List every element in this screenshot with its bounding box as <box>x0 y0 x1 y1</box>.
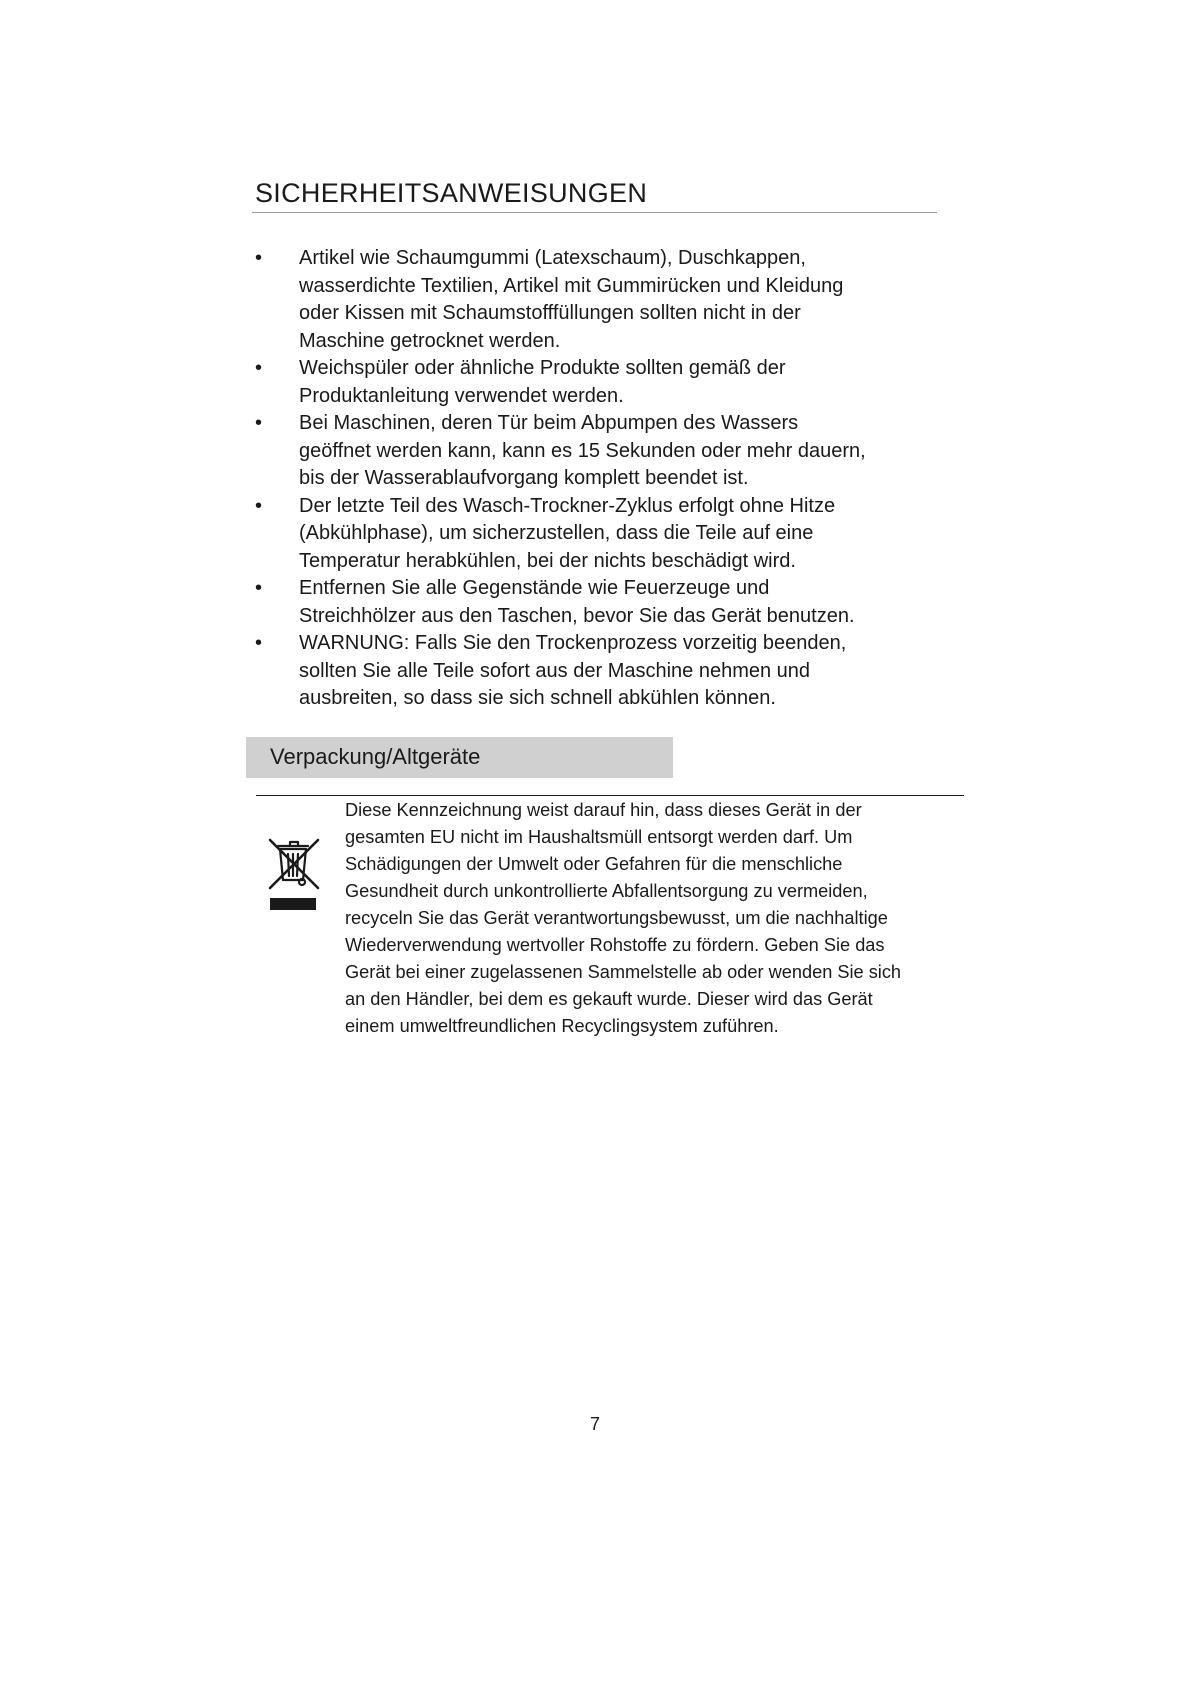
page-title: SICHERHEITSANWEISUNGEN <box>255 178 648 208</box>
title-divider <box>252 212 937 213</box>
notice-line: gesamten EU nicht im Haushaltsmüll entsorgt werden darf. Um <box>345 827 853 847</box>
notice-line: einem umweltfreundlichen Recyclingsystem zuführen. <box>345 1016 779 1036</box>
notice-line: Diese Kennzeichnung weist darauf hin, dass dieses Gerät in der <box>345 800 862 820</box>
notice-line: an den Händler, bei dem es gekauft wurde. Dieser wird das Gerät <box>345 989 873 1009</box>
list-item-line: ausbreiten, so dass sie sich schnell abkühlen können. <box>299 687 776 709</box>
list-item <box>255 630 945 713</box>
list-item-line: (Abkühlphase), um sicherzustellen, dass die Teile auf eine <box>299 522 814 544</box>
list-item-line: Maschine getrocknet werden. <box>299 329 561 352</box>
section-heading <box>246 737 673 778</box>
list-item <box>255 355 945 410</box>
list-item-line: Der letzte Teil des Wasch-Trockner-Zyklus erfolgt ohne Hitze <box>299 494 836 517</box>
notice-line: Schädigungen der Umwelt oder Gefahren für die menschliche <box>345 854 843 874</box>
list-item-line: WARNUNG: Falls Sie den Trockenprozess vorzeitig beenden, <box>299 632 847 654</box>
weee-crossed-bin-icon <box>266 832 322 916</box>
bullet-icon: • <box>255 494 263 517</box>
list-item-line: Entfernen Sie alle Gegenstände wie Feuerzeuge und <box>299 577 770 599</box>
page-number: 7 <box>589 1414 600 1434</box>
list-item-line: bis der Wasserablaufvorgang komplett beendet ist. <box>299 467 749 489</box>
list-item <box>255 245 945 355</box>
notice-line: recyceln Sie das Gerät verantwortungsbewusst, um die nachhaltige <box>345 908 888 928</box>
notice-line: Wiederverwendung wertvoller Rohstoffe zu fördern. Geben Sie das <box>345 935 885 955</box>
list-item-line: oder Kissen mit Schaumstofffüllungen sollten nicht in der <box>299 302 801 324</box>
section-divider <box>256 795 964 796</box>
notice-line: Gesundheit durch unkontrollierte Abfallentsorgung zu vermeiden, <box>345 881 868 901</box>
list-item <box>255 493 945 576</box>
bullet-icon: • <box>255 412 263 434</box>
list-item-line: sollten Sie alle Teile sofort aus der Maschine nehmen und <box>299 659 811 682</box>
list-item-line: geöffnet werden kann, kann es 15 Sekunden oder mehr dauern, <box>299 439 866 462</box>
list-item-line: Bei Maschinen, deren Tür beim Abpumpen des Wassers <box>299 412 799 434</box>
notice-line: Gerät bei einer zugelassenen Sammelstelle ab oder wenden Sie sich <box>345 962 902 982</box>
safety-instructions-list <box>255 245 945 713</box>
disposal-notice-text <box>345 797 965 1040</box>
bullet-icon: • <box>255 357 263 379</box>
bullet-icon: • <box>255 247 263 269</box>
list-item-line: Produktanleitung verwendet werden. <box>299 384 624 407</box>
list-item-line: Weichspüler oder ähnliche Produkte sollten gemäß der <box>299 357 786 379</box>
list-item <box>255 410 945 493</box>
list-item-line: wasserdichte Textilien, Artikel mit Gummirücken und Kleidung <box>299 274 844 297</box>
bullet-icon: • <box>255 577 263 599</box>
section-heading-label: Verpackung/Altgeräte <box>270 744 481 769</box>
list-item-line: Artikel wie Schaumgummi (Latexschaum), Duschkappen, <box>299 247 806 269</box>
list-item-line: Streichhölzer aus den Taschen, bevor Sie das Gerät benutzen. <box>299 604 855 627</box>
list-item <box>255 575 945 630</box>
list-item-line: Temperatur herabkühlen, bei der nichts beschädigt wird. <box>299 549 796 572</box>
bullet-icon: • <box>255 632 263 654</box>
